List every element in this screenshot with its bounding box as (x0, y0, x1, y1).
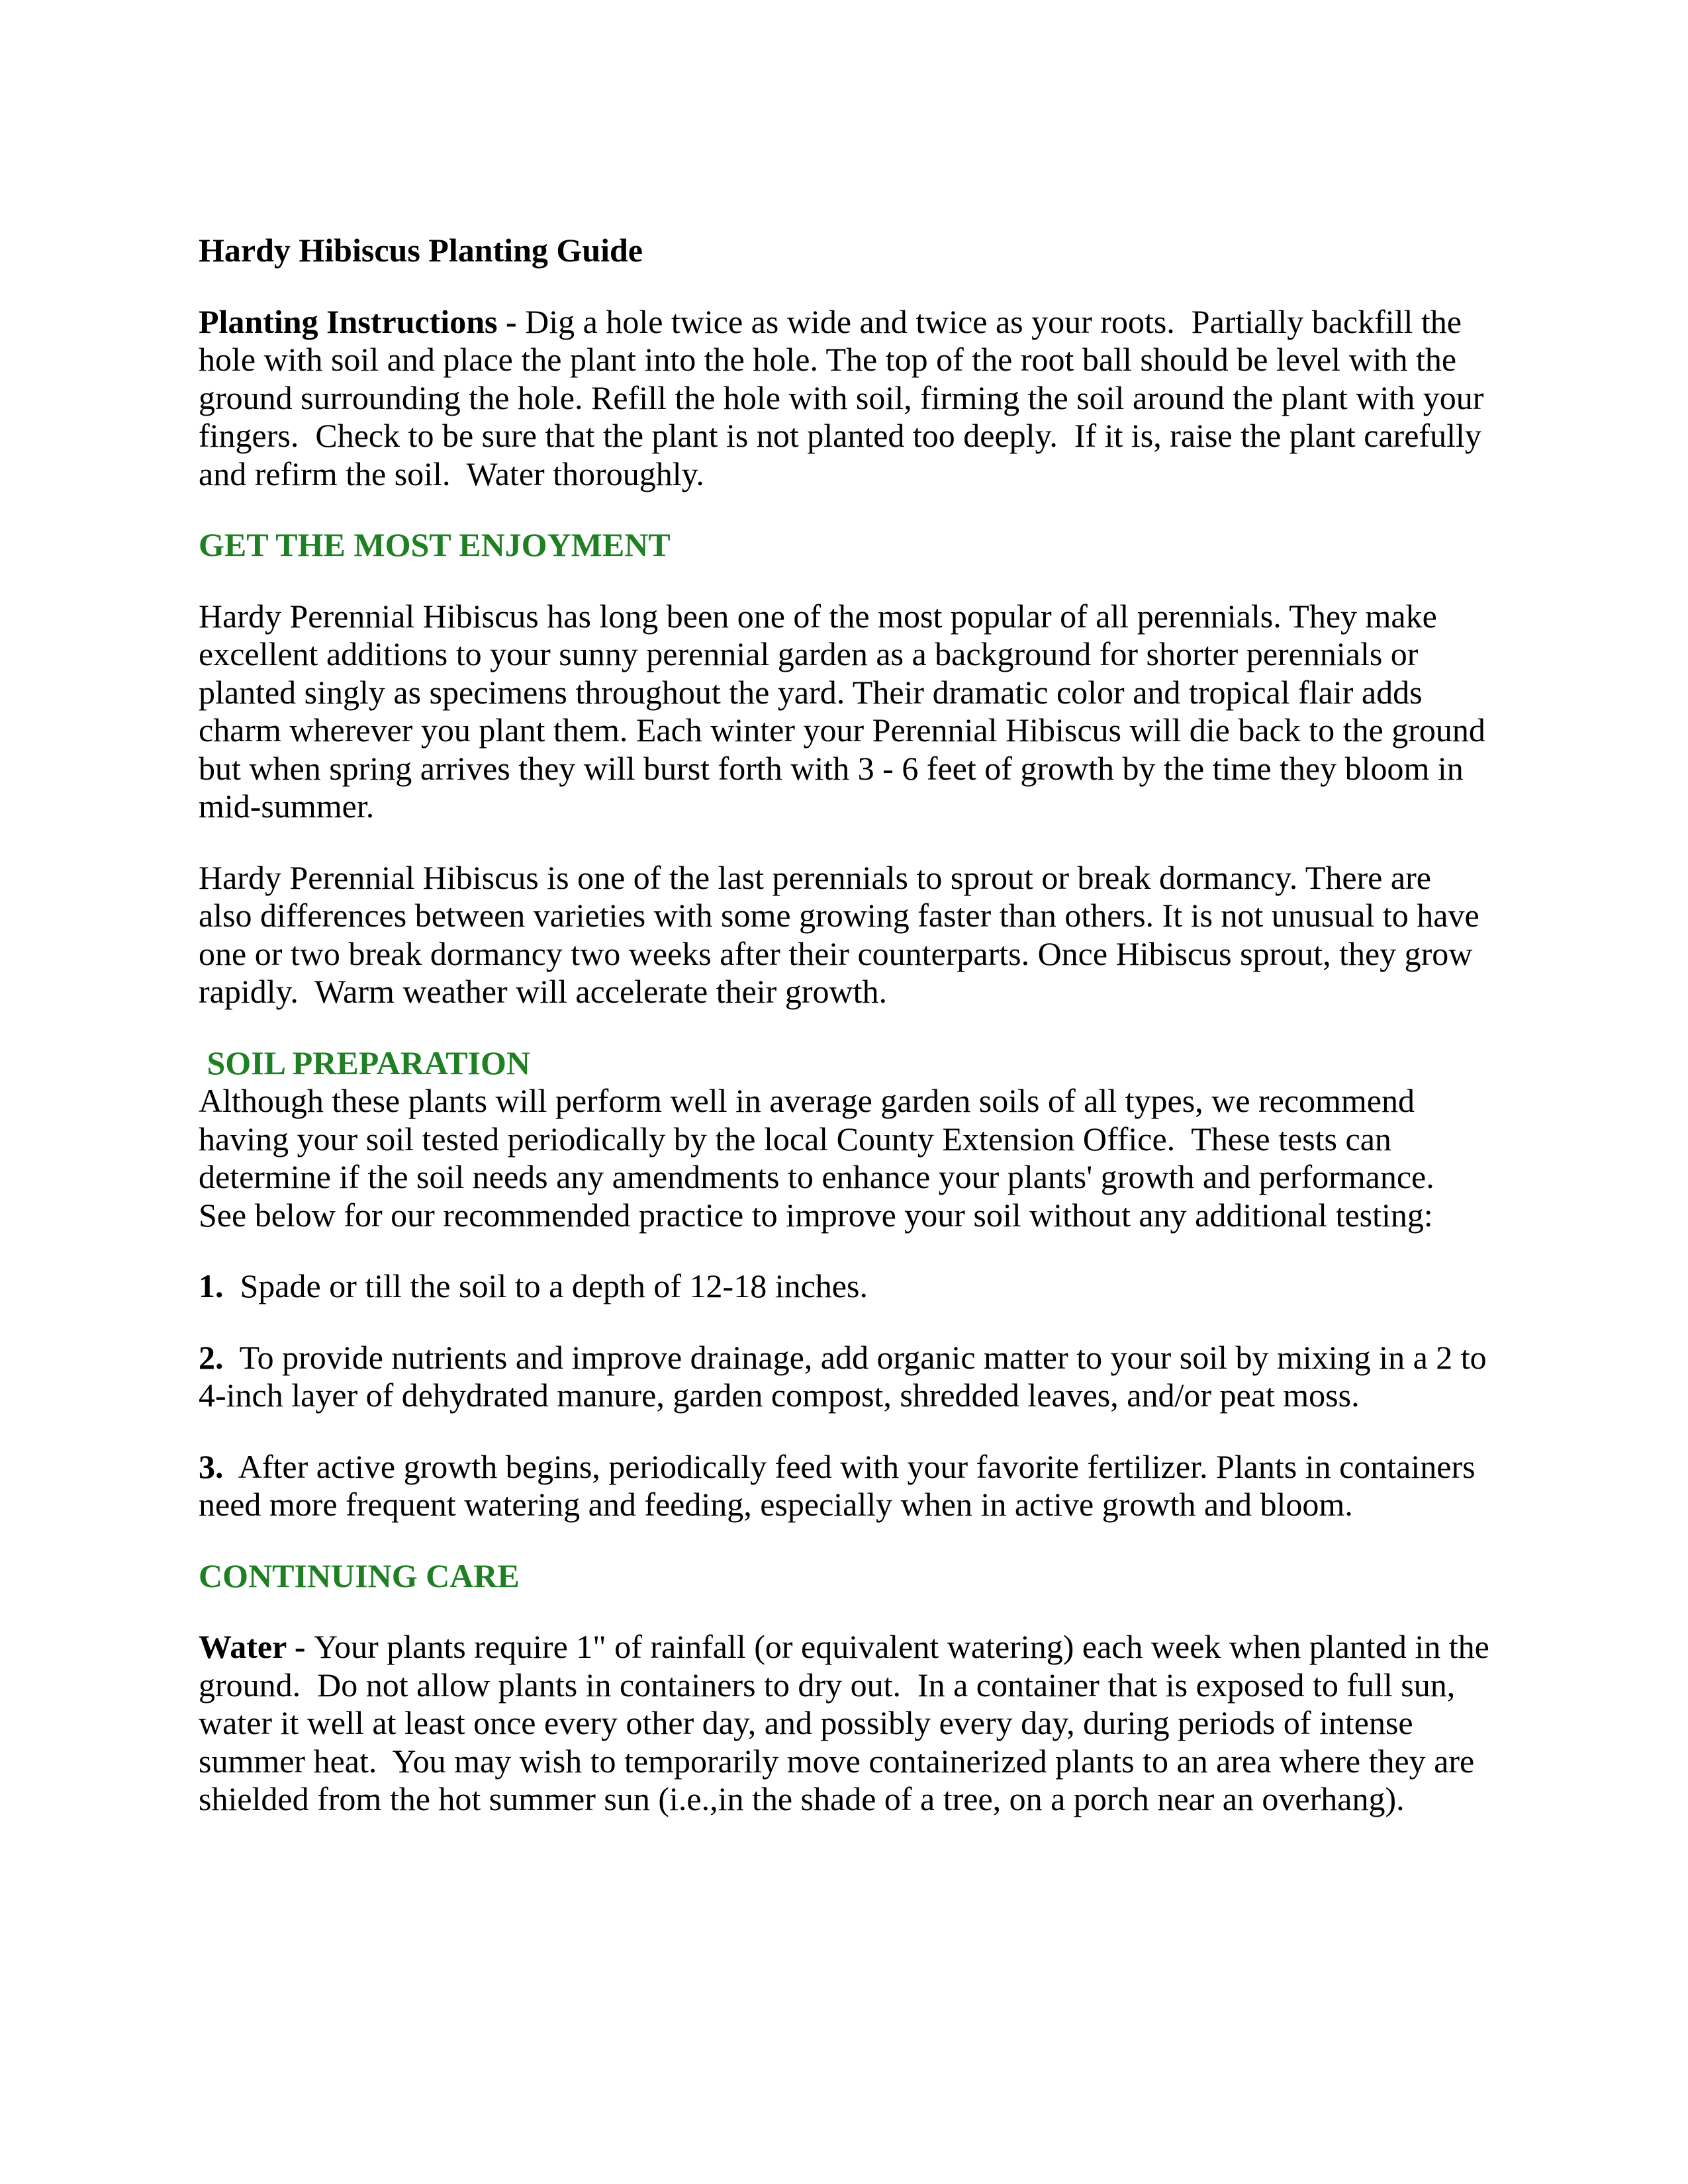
planting-instructions-text: Dig a hole twice as wide and twice as your roots. Partially backfill the hole with soil and place the plant into the hole. The top of the root ball should be level with the ground surrounding the hole. Refill the hole with soil, firming the soil around the plant with your fingers. Check to be sure that the plant is not planted too deeply. If it is, raise the plant carefully and refirm the soil. Water thoroughly. (199, 302, 1492, 492)
soil-step-1 (199, 1267, 1489, 1306)
soil-step-3 (199, 1448, 1489, 1524)
planting-instructions-paragraph (199, 302, 1492, 494)
soil-step-3-number: 3. (199, 1447, 224, 1485)
heading-soil-preparation: SOIL PREPARATION (199, 1044, 531, 1081)
water-paragraph (199, 1628, 1498, 1819)
soil-step-1-text: Spade or till the soil to a depth of 12-18 inches. (223, 1267, 868, 1304)
document-content (199, 232, 1498, 1852)
soil-step-2-number: 2. (199, 1338, 224, 1376)
soil-step-3-text: After active growth begins, periodically feed with your favorite fertilizer. Plants in containers need more frequent watering and feeding, especially when in active growth and bloom. (199, 1447, 1484, 1523)
soil-step-2-text: To provide nutrients and improve drainage, add organic matter to your soil by mixing in a 2 to 4-inch layer of dehydrated manure, garden compost, shredded leaves, and/or peat moss. (199, 1338, 1495, 1414)
water-text: Your plants require 1" of rainfall (or equivalent watering) each week when planted in the ground. Do not allow plants in containers to dry out. In a container that is exposed to full sun, water it well at least once every other day, and possibly every day, during periods of intense summer heat. You may wish to temporarily move containerized plants to an area where they are shielded from the hot summer sun (i.e.,in the shade of a tree, on a porch near an overhang). (199, 1628, 1498, 1817)
enjoyment-paragraph-1: Hardy Perennial Hibiscus has long been one of the most popular of all perennials. They make excellent additions to your sunny perennial garden as a background for shorter perennials or planted singly as specimens throughout the yard. Their dramatic color and tropical flair adds charm wherever you plant them. Each winter your Perennial Hibiscus will die back to the ground but when spring arrives they will burst forth with 3 - 6 feet of growth by the time they bloom in mid-summer. (199, 597, 1494, 825)
soil-step-2 (199, 1338, 1495, 1415)
heading-continuing-care: CONTINUING CARE (199, 1557, 520, 1594)
soil-step-1-number: 1. (199, 1267, 224, 1304)
water-label: Water - (199, 1628, 314, 1665)
planting-instructions-label: Planting Instructions - (199, 302, 526, 340)
soil-preparation-paragraph: Although these plants will perform well in average garden soils of all types, we recommend having your soil tested periodically by the local County Extension Office. These tests can determine if the soil needs any amendments to enhance your plants' growth and performance. See below for our recommended practice to improve your soil without any additional testing: (199, 1082, 1451, 1234)
enjoyment-paragraph-2: Hardy Perennial Hibiscus is one of the last perennials to sprout or break dormancy. There are also differences between varieties with some growing faster than others. It is not unusual to have one or two break dormancy two weeks after their counterparts. Once Hibiscus sprout, they grow rapidly. Warm weather will accelerate their growth. (199, 858, 1488, 1010)
heading-get-the-most-enjoyment: GET THE MOST ENJOYMENT (199, 526, 671, 563)
document-title: Hardy Hibiscus Planting Guide (199, 232, 643, 269)
